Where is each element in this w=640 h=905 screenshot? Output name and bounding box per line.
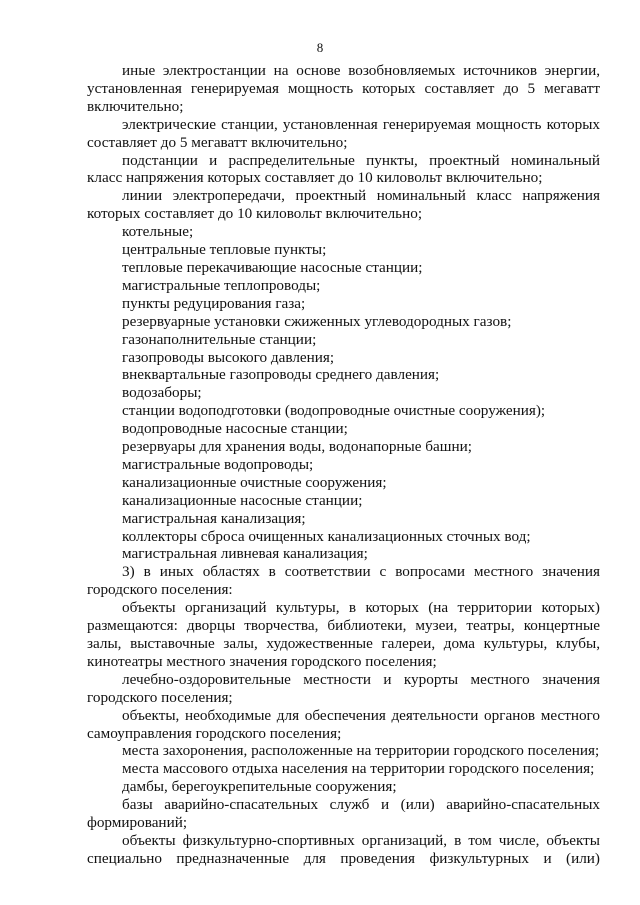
section-heading: 3) в иных областях в соответствии с вопросами местного значения городского поселения: — [87, 563, 600, 599]
paragraph: иные электростанции на основе возобновляемых источников энергии, установленная генерируемая мощность которых составляет до 5 мегаватт включительно; — [87, 62, 600, 115]
paragraph: объекты организаций культуры, в которых (на территории которых) размещаются: дворцы творчества, библиотеки, музеи, театры, концертные залы, выставочные залы, художественные галереи, дома культуры, клубы, кинотеатры местного значения городского поселения; — [87, 599, 600, 670]
list-item: резервуары для хранения воды, водонапорные башни; — [122, 438, 472, 456]
list-item: тепловые перекачивающие насосные станции; — [122, 258, 423, 276]
list-item: канализационные очистные сооружения; — [122, 473, 387, 491]
paragraph: базы аварийно-спасательных служб и (или) аварийно-спасательных формирований; — [87, 796, 600, 832]
paragraph: электрические станции, установленная генерируемая мощность которых составляет до 5 мегаватт включительно; — [87, 115, 600, 151]
paragraph: подстанции и распределительные пункты, проектный номинальный класс напряжения которых составляет до 10 киловольт включительно; — [87, 151, 600, 187]
paragraph: места массового отдыха населения на территории городского поселения; — [122, 760, 595, 778]
list-item: магистральная канализация; — [122, 509, 306, 527]
paragraph: лечебно-оздоровительные местности и курорты местного значения городского поселения; — [87, 670, 600, 706]
list-item: водозаборы; — [122, 384, 202, 402]
list-item: газонаполнительные станции; — [122, 330, 317, 348]
paragraph: места захоронения, расположенные на территории городского поселения; — [122, 742, 600, 760]
list-item: газопроводы высокого давления; — [122, 348, 335, 366]
list-item: резервуарные установки сжиженных углеводородных газов; — [122, 312, 512, 330]
paragraph: дамбы, берегоукрепительные сооружения; — [122, 778, 397, 796]
document-body — [87, 62, 600, 868]
list-item: канализационные насосные станции; — [122, 491, 363, 509]
list-item: центральные тепловые пункты; — [122, 241, 327, 259]
list-item: котельные; — [122, 223, 194, 241]
list-item: пункты редуцирования газа; — [122, 294, 306, 312]
list-item: магистральная ливневая канализация; — [122, 545, 368, 563]
list-item: внеквартальные газопроводы среднего давления; — [122, 366, 440, 384]
list-item: магистральные теплопроводы; — [122, 276, 321, 294]
paragraph: объекты физкультурно-спортивных организаций, в том числе, объекты специально предназначенные для проведения физкультурных и (или) — [87, 831, 600, 867]
paragraph: объекты, необходимые для обеспечения деятельности органов местного самоуправления городского поселения; — [87, 706, 600, 742]
list-item: коллекторы сброса очищенных канализационных сточных вод; — [122, 527, 531, 545]
paragraph: линии электропередачи, проектный номинальный класс напряжения которых составляет до 10 киловольт включительно; — [87, 187, 600, 223]
list-item: станции водоподготовки (водопроводные очистные сооружения); — [122, 402, 546, 420]
list-item: водопроводные насосные станции; — [122, 420, 348, 438]
list-item: магистральные водопроводы; — [122, 455, 314, 473]
page-number: 8 — [316, 40, 324, 55]
